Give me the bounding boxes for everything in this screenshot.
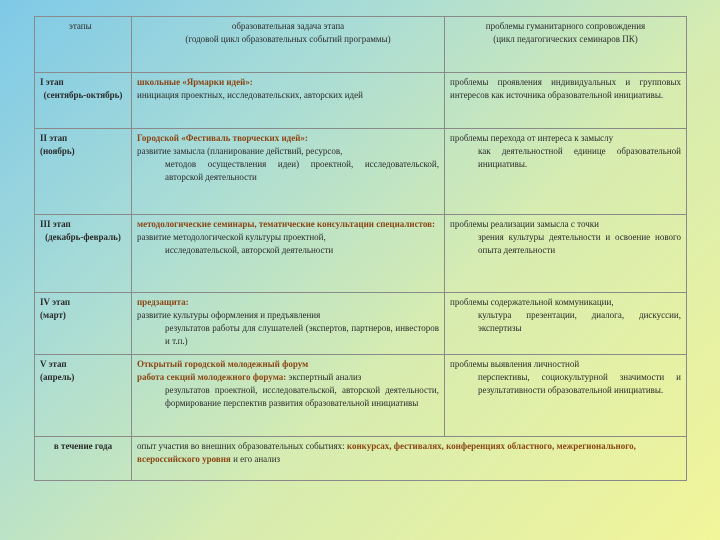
task-cell	[132, 73, 445, 129]
year-highlight: конкурсах, фестивалях, конференциях областного, межрегионального, всероссийского уровня	[137, 441, 636, 464]
task-cell	[132, 355, 445, 437]
table-row-year	[35, 437, 687, 481]
header-task-title: образовательная задача этапа	[231, 21, 345, 31]
problems-lead: проблемы выявления личностной	[450, 359, 580, 369]
stage-dates: (апрель)	[40, 372, 75, 382]
stage-cell	[35, 73, 132, 129]
task-text-lead: развитие замысла (планирование действий, ресурсов,	[137, 146, 343, 156]
problems-text: культура презентации, диалога, дискуссии, экспертизы	[478, 310, 681, 333]
stage-dates: (декабрь-февраль)	[45, 232, 121, 242]
problems-cell	[445, 293, 687, 355]
stage-dates: (ноябрь)	[40, 146, 75, 156]
task-highlight: методологические семинары, тематические консультации специалистов:	[137, 219, 435, 229]
task-text: результатов работы для слушателей (экспертов, партнеров, инвесторов и т.п.)	[165, 323, 439, 346]
problems-lead: проблемы содержательной коммуникации,	[450, 297, 614, 307]
task-text: методов осуществления идеи) проектной, исследовательской, авторской деятельности	[165, 159, 439, 182]
task-text-lead: развитие методологической культуры проектной,	[137, 232, 326, 242]
task-highlight: школьные «Ярмарки идей»:	[137, 77, 253, 87]
task-cell	[132, 215, 445, 293]
task-highlight-rest: экспертный анализ	[286, 372, 362, 382]
stage-name: II этап	[40, 133, 68, 143]
problems-cell	[445, 215, 687, 293]
header-task	[132, 17, 445, 73]
task-highlight-secondary: работа секций молодежного форума:	[137, 372, 287, 382]
table-row	[35, 355, 687, 437]
stage-name: V этап	[40, 359, 67, 369]
stage-cell	[35, 129, 132, 215]
task-highlight: Открытый городской молодежный форум	[137, 359, 309, 369]
year-tail: и его анализ	[230, 454, 281, 464]
header-stages: этапы	[35, 17, 132, 73]
stage-cell	[35, 293, 132, 355]
problems-text: зрения культуры деятельности и освоение нового опыта деятельности	[478, 232, 681, 255]
task-text: исследовательской, авторской деятельности	[165, 245, 334, 255]
year-label-cell: в течение года	[35, 437, 132, 481]
table-row	[35, 73, 687, 129]
stage-name: I этап	[40, 77, 64, 87]
task-cell	[132, 129, 445, 215]
stage-name: III этап	[40, 219, 71, 229]
year-lead: опыт участия во внешних образовательных событиях:	[137, 441, 347, 451]
task-highlight: предзащита:	[137, 297, 189, 307]
problems-lead: проблемы перехода от интереса к замыслу	[450, 133, 614, 143]
program-table	[34, 16, 687, 481]
stage-cell	[35, 355, 132, 437]
task-text-lead: развитие культуры оформления и предъявления	[137, 310, 321, 320]
stage-name: IV этап	[40, 297, 71, 307]
year-content-cell	[132, 437, 687, 481]
problems-lead: проблемы реализации замысла с точки	[450, 219, 599, 229]
problems-cell: проблемы проявления индивидуальных и групповых интересов как источника образовательной инициативы.	[445, 73, 687, 129]
table-row	[35, 293, 687, 355]
header-task-subtitle: (годовой цикл образовательных событий программы)	[185, 34, 391, 44]
task-text: результатов проектной, исследовательской, авторской деятельности, формирование перспектив развития образовательной инициативы	[165, 385, 439, 408]
problems-text: как деятельностной единице образовательной инициативы.	[478, 146, 681, 169]
table-row	[35, 129, 687, 215]
stage-dates: (март)	[40, 310, 66, 320]
stage-cell	[35, 215, 132, 293]
header-problems-title: проблемы гуманитарного сопровождения	[485, 21, 646, 31]
task-highlight: Городской «Фестиваль творческих идей»:	[137, 133, 308, 143]
task-cell	[132, 293, 445, 355]
problems-text: перспективы, социокультурной значимости и результативности образовательной инициативы.	[478, 372, 681, 395]
problems-cell	[445, 355, 687, 437]
problems-cell	[445, 129, 687, 215]
table-row	[35, 215, 687, 293]
header-problems	[445, 17, 687, 73]
task-text: инициация проектных, исследовательских, авторских идей	[137, 90, 363, 100]
header-problems-subtitle: (цикл педагогических семинаров ПК)	[493, 34, 638, 44]
stage-dates: (сентябрь-октябрь)	[43, 90, 123, 100]
table-header-row	[35, 17, 687, 73]
